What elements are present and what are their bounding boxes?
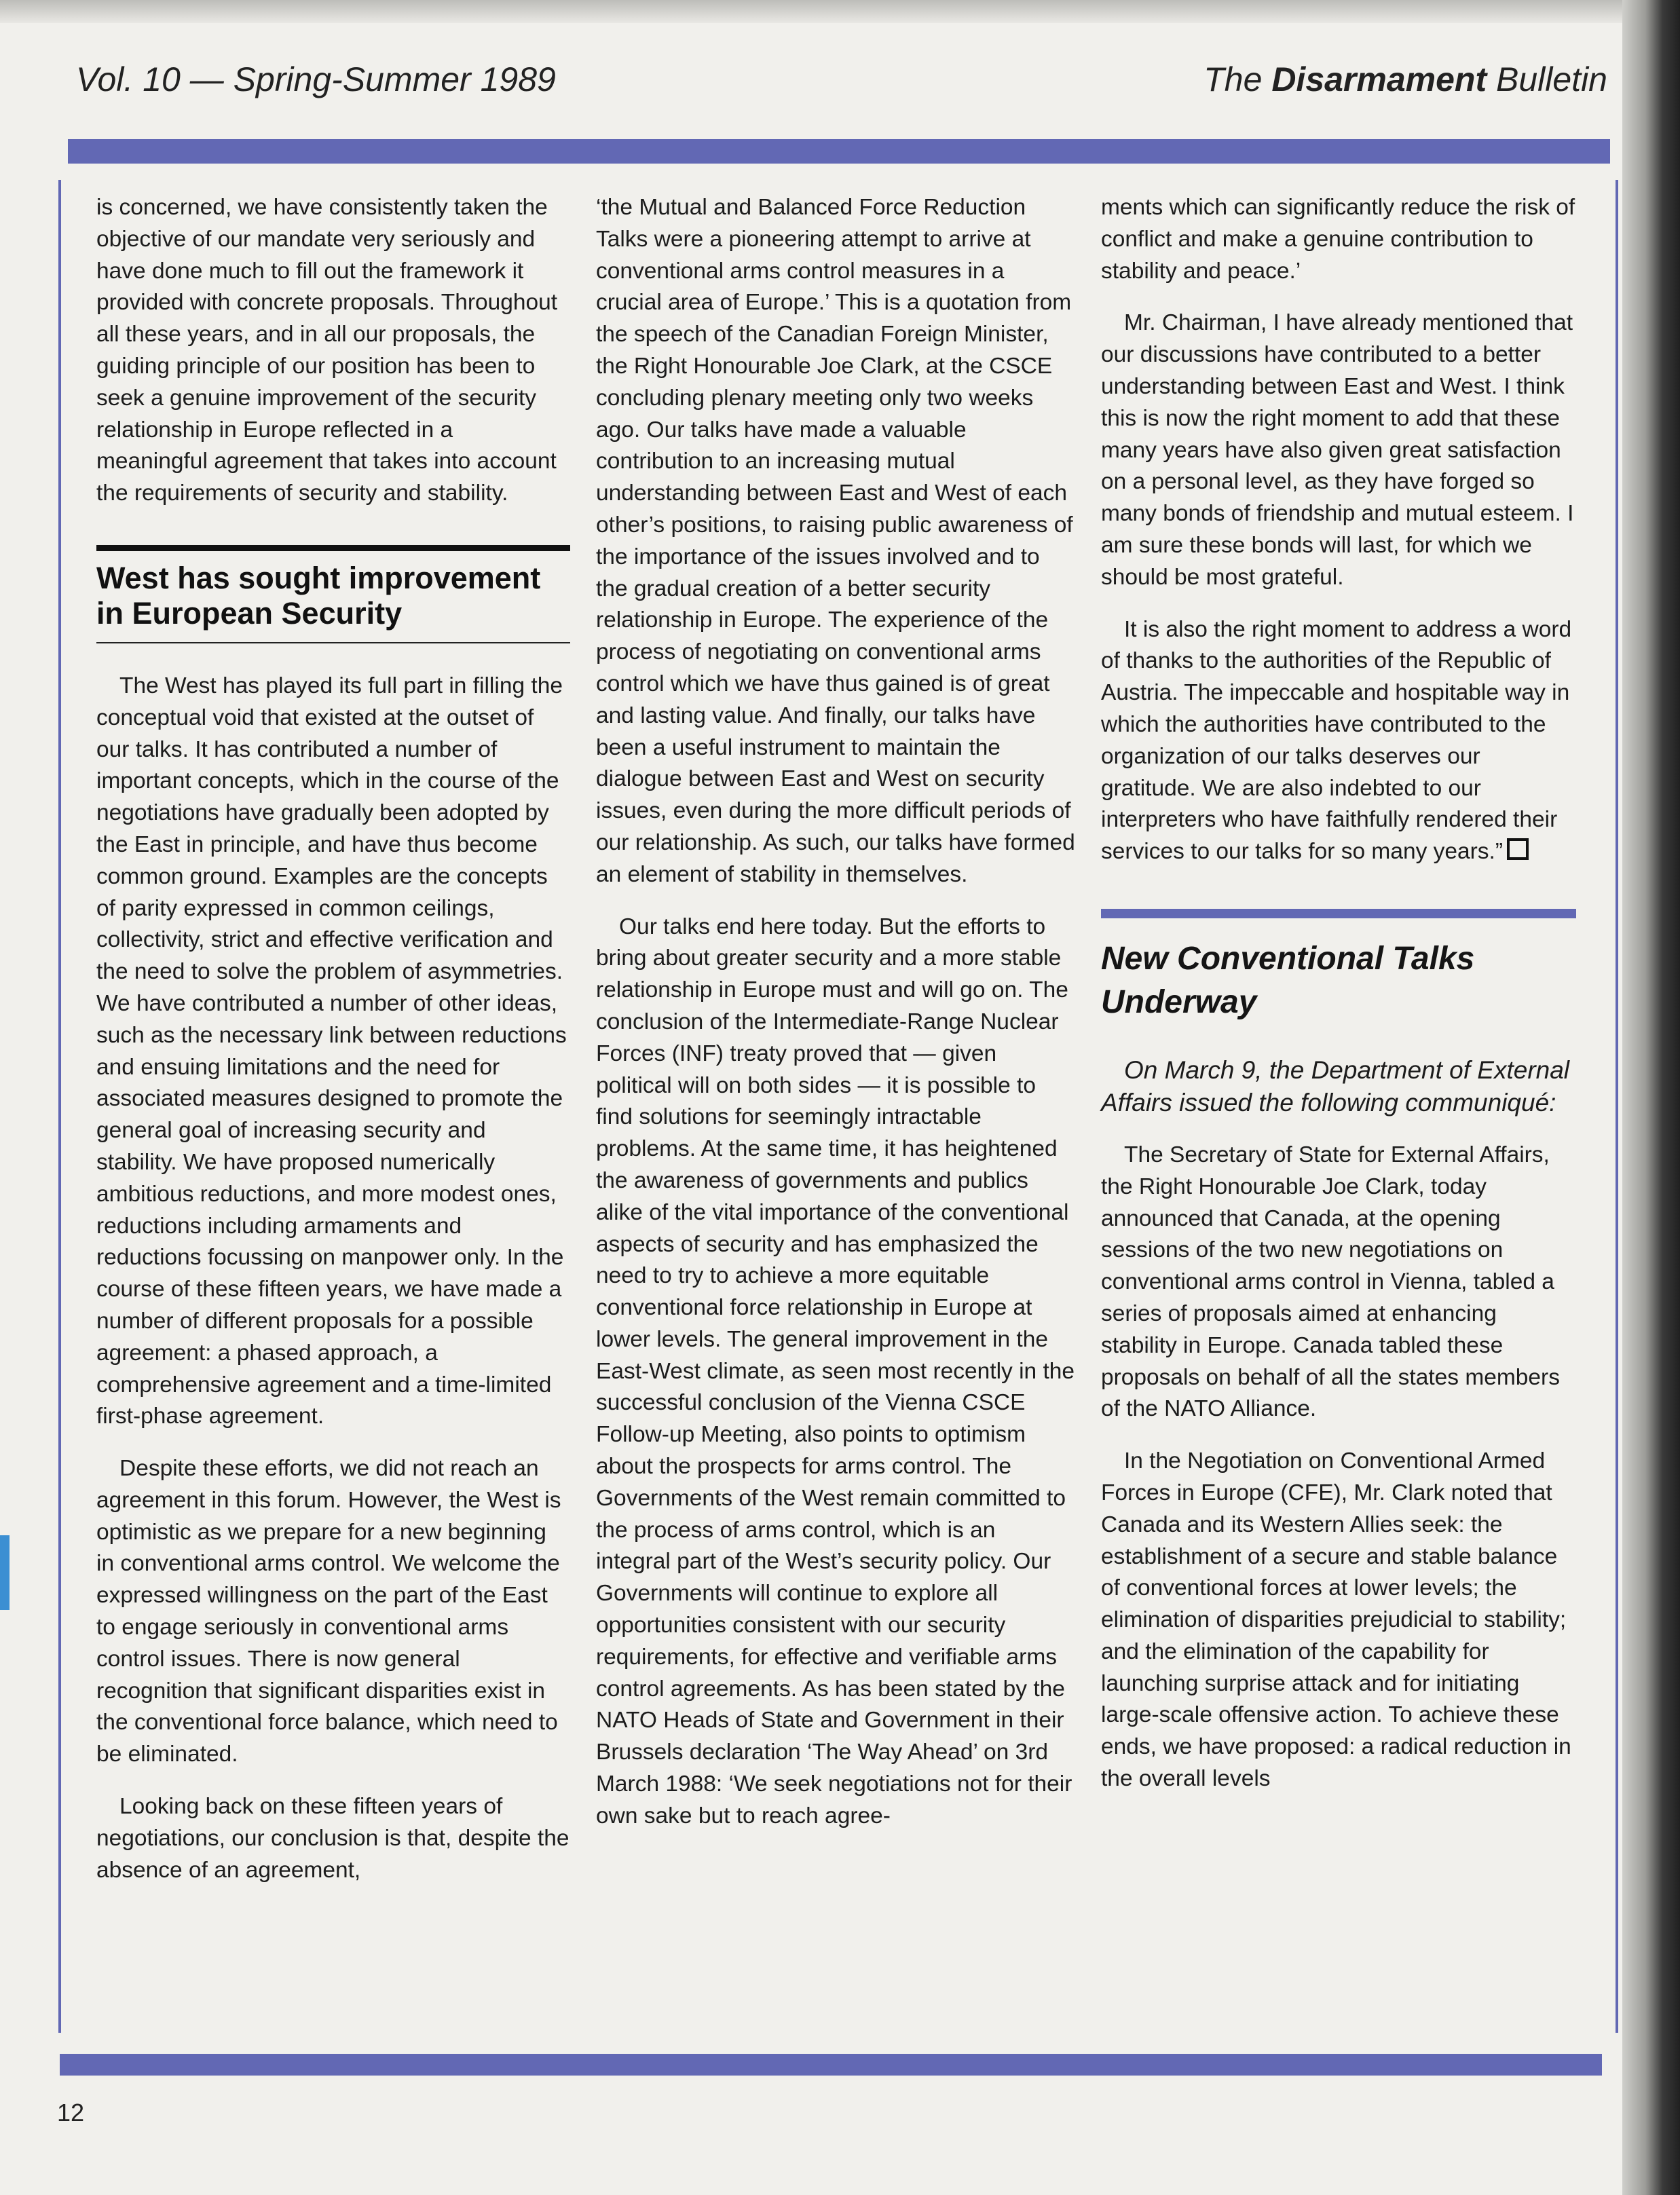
right-column-rule — [1616, 180, 1618, 2033]
column-1 — [96, 192, 570, 2025]
page-top-shadow — [0, 0, 1622, 23]
section-subheading: West has sought improvement in European Security — [96, 545, 570, 643]
body-paragraph: Despite these efforts, we did not reach an agreement in this forum. However, the West is optimistic as we prepare for a new beginning in conventional arms control. We welcome the expressed willingness on the part of the East to engage seriously in conventional arms control issues. There is now general recognition that significant disparities exist in the conventional force balance, which need to be eliminated. — [96, 1456, 561, 1767]
body-paragraph: It is also the right moment to address a word of thanks to the authorities of the Republic of Austria. The impeccable and hospitable way in which the authorities have contributed to the organization of our talks deserves our gratitude. We are also indebted to our interpreters who have faithfully rendered their services to our talks for so many years.” — [1101, 616, 1572, 865]
left-column-rule — [58, 180, 61, 2033]
bottom-color-bar — [60, 2054, 1602, 2076]
body-paragraph: The West has played its full part in filling the conceptual void that existed at the outset of our talks. It has contributed a number of important concepts, which in the course of the negotiations have gradually been adopted by the East in principle, and have thus become common ground. Examples are the concepts of parity expressed in common ceilings, collectivity, strict and effective verification and the need to solve the problem of asymmetries. We have contributed a number of other ideas, such as the necessary link between reductions and ensuing limitations and the need for associated measures designed to promote the general goal of increasing security and stability. We have proposed numerically ambitious reductions, and more modest ones, reductions including armaments and reductions focussing on manpower only. In the course of these fifteen years, we have made a number of different proposals for a possible agreement: a phased approach, a comprehensive agreement and a time-limited first-phase agreement. — [96, 673, 567, 1429]
article-intro: On March 9, the Department of External Affairs issued the following communiqué: — [1101, 1055, 1570, 1117]
top-color-bar — [68, 139, 1610, 164]
headline-color-bar — [1101, 909, 1576, 918]
page-number: 12 — [57, 2099, 85, 2126]
column-3 — [1101, 192, 1576, 2025]
body-paragraph: Our talks end here today. But the efforts to bring about greater security and a more stable relationship in Europe must and will go on. The conclusion of the Intermediate-Range Nuclear Forces (INF) treaty proved that — given political will on both sides — it is possible to find solutions for seemingly intractable problems. At the same time, it has heightened the awareness of governments and publics alike of the vital importance of the conventional aspects of security and has emphasized the need to try to achieve a more equitable conventional force relationship in Europe at lower levels. The general improvement in the East-West climate, as seen most recently in the successful conclusion of the Vienna CSCE Follow-up Meeting, also points to optimism about the prospects for arms control. The Governments of the West remain committed to the process of arms control, which is an integral part of the West’s security policy. Our Governments will continue to explore all opportunities consistent with our security requirements, for effective and verifiable arms control agreements. As has been stated by the NATO Heads of State and Government in their Brussels declaration ‘The Way Ahead’ on 3rd March 1988: ‘We seek negotiations not for their own sake but to reach agree- — [596, 914, 1075, 1828]
article-headline: New Conventional Talks Underway — [1101, 940, 1475, 1020]
binding-edge — [1622, 0, 1680, 2195]
body-paragraph: ments which can significantly reduce the risk of conflict and make a genuine contribution to stability and peace.’ — [1101, 195, 1575, 284]
body-paragraph: ‘the Mutual and Balanced Force Reduction Talks were a pioneering attempt to arrive at conventional arms control measures in a crucial area of Europe.’ This is a quotation from the speech of the Canadian Foreign Minister, the Right Honourable Joe Clark, at the CSCE concluding plenary meeting only two weeks ago. Our talks have made a valuable contribution to an increasing mutual understanding between East and West of each other’s positions, to raising public awareness of the importance of the issues involved and to the gradual creation of a better security relationship in Europe. The experience of the process of negotiating on conventional arms control which we have thus gained is of great and lasting value. And finally, our talks have been a useful instrument to maintain the dialogue between East and West on security issues, even during the more difficult periods of our relationship. As such, our talks have formed an element of stability in themselves. — [596, 195, 1075, 887]
issue-label: Vol. 10 — Spring-Summer 1989 — [76, 60, 556, 98]
page-edge-tab — [0, 1535, 10, 1610]
body-paragraph: is concerned, we have consistently taken the objective of our mandate very seriously and have done much to fill out the framework it provided with concrete proposals. Throughout all these years, and in all our proposals, the guiding principle of our position has been to seek a genuine improvement of the security relationship in Europe reflected in a meaningful agreement that takes into account the requirements of security and stability. — [96, 195, 558, 506]
body-paragraph: In the Negotiation on Conventional Armed Forces in Europe (CFE), Mr. Clark noted that Canada and its Western Allies seek: the establishment of a secure and stable balance of conventional forces at lower levels; the elimination of disparities prejudicial to stability; and the elimination of the capability for launching surprise attack and for initiating large-scale offensive action. To achieve these ends, we have proposed: a radical reduction in the overall levels — [1101, 1448, 1571, 1792]
publication-title: The Disarmament Bulletin — [1203, 60, 1607, 98]
body-paragraph: Looking back on these fifteen years of negotiations, our conclusion is that, despite the absence of an agreement, — [96, 1794, 570, 1883]
end-of-article-icon — [1507, 838, 1529, 860]
body-paragraph: Mr. Chairman, I have already mentioned that our discussions have contributed to a better understanding between East and West. I think this is now the right moment to add that these many years have also given great satisfaction on a personal level, as they have forged so many bonds of friendship and mutual esteem. I am sure these bonds will last, for which we should be most grateful. — [1101, 310, 1574, 590]
column-2 — [596, 192, 1075, 2025]
body-paragraph: The Secretary of State for External Affairs, the Right Honourable Joe Clark, today announced that Canada, at the opening sessions of the two new negotiations on conventional arms control in Vienna, tabled a series of proposals aimed at enhancing stability in Europe. Canada tabled these proposals on behalf of all the states members of the NATO Alliance. — [1101, 1142, 1560, 1422]
running-head — [76, 60, 1607, 114]
